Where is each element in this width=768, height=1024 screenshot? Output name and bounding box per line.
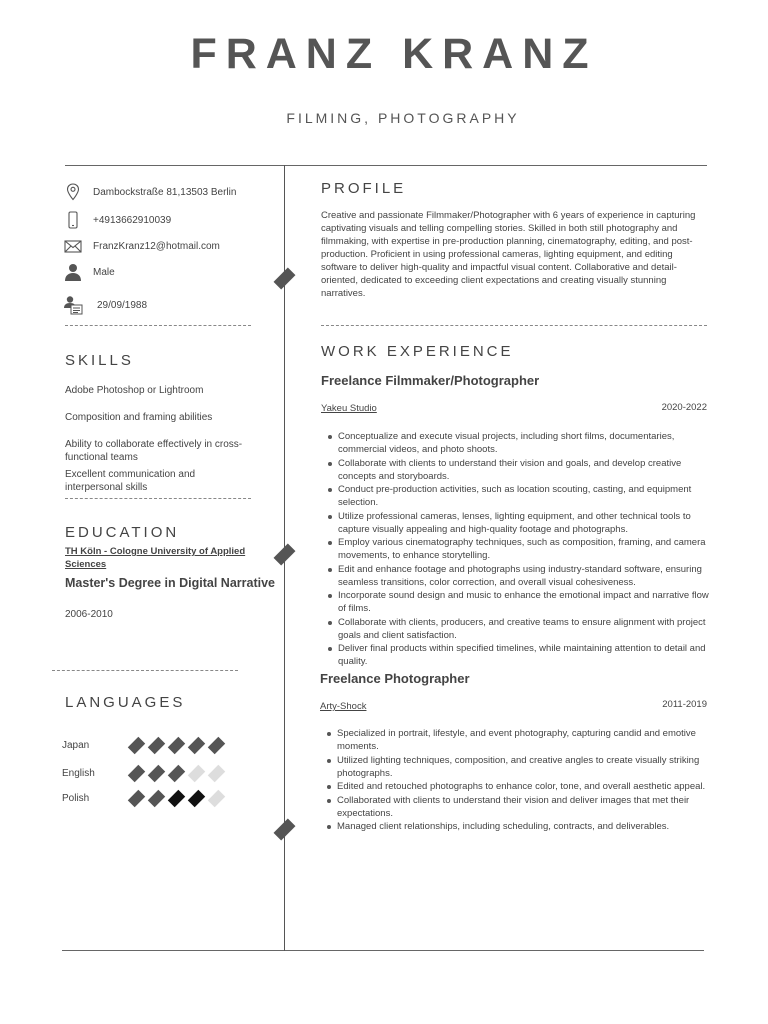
level-diamond [208,790,225,807]
education-years: 2006-2010 [65,609,113,620]
level-diamond [148,765,165,782]
education-heading: EDUCATION [65,524,180,541]
job-years: 2020-2022 [661,402,707,413]
employer-name: Yakeu Studio [321,403,377,414]
resume-name: FRANZ KRANZ [190,30,598,78]
contact-birthdate [62,295,147,315]
duty-item: Collaborate with clients to understand their vision and goals, and develop creative concepts and storyboards. [322,457,712,483]
language-level [130,764,230,780]
job-title: Freelance Photographer [320,671,470,686]
email-text: FranzKranz12@hotmail.com [93,240,220,252]
phone-text: +4913662910039 [93,214,172,226]
duty-item: Specialized in portrait, lifestyle, and event photography, capturing candid and emotive moments. [321,727,711,753]
degree-title: Master's Degree in Digital Narrative [65,576,275,590]
level-diamond [208,737,225,754]
duty-item: Edited and retouched photographs to enhance color, tone, and overall aesthetic appeal. [321,780,711,793]
duty-item: Managed client relationships, including scheduling, contracts, and deliverables. [321,820,711,833]
language-level [130,736,230,752]
level-diamond [128,765,145,782]
duty-item: Collaborated with clients to understand their vision and deliver images that met their expectations. [321,794,711,820]
level-diamond [188,790,205,807]
section-divider [52,670,238,671]
language-name: Japan [62,740,90,751]
bottom-rule [62,950,704,951]
section-divider [65,498,251,499]
job-duties [322,430,712,669]
mail-icon [62,236,84,256]
profile-summary: Creative and passionate Filmmaker/Photographer with 6 years of experience in capturing captivating visuals and telling compelling stories. Skilled in both still photography and filmmaking, with expertise in pre-production planning, cinematography, editing, and post-production. Proficient in using professional cameras, lighting equipment, and editing software to deliver high-quality and impactful visual content. Collaborative and detail-oriented, dedicated to exceeding client expectations and creating visually stunning narratives. [321,210,696,299]
level-diamond [128,737,145,754]
level-diamond [168,765,185,782]
school-name: TH Köln - Cologne University of Applied Sciences [65,546,246,570]
duty-item: Incorporate sound design and music to enhance the emotional impact and narrative flow of films. [322,589,712,615]
duty-item: Utilize professional cameras, lenses, lighting equipment, and other technical tools to capture visually appealing and high-quality footage and photographs. [322,510,712,536]
job-duties [321,727,711,834]
level-diamond [168,737,185,754]
level-diamond [128,790,145,807]
level-diamond [208,765,225,782]
level-diamond [168,790,185,807]
employer-name: Arty-Shock [320,701,367,712]
job-years: 2011-2019 [662,699,707,710]
section-divider [65,325,251,326]
contact-email [62,236,220,256]
contact-gender [62,262,115,282]
skill-item: Ability to collaborate effectively in cross-functional teams [65,439,243,463]
level-diamond [188,737,205,754]
work-heading: WORK EXPERIENCE [321,343,514,360]
resume-tagline: FILMING, PHOTOGRAPHY [286,110,520,126]
language-name: English [62,768,95,779]
duty-item: Deliver final products within specified timelines, while maintaining attention to detail and quality. [322,642,712,668]
duty-item: Edit and enhance footage and photographs using industry-standard software, ensuring seamless transitions, color correction, and overall visual cohesiveness. [322,563,712,589]
contact-phone [62,210,171,230]
duty-item: Collaborate with clients, producers, and creative teams to ensure alignment with project goals and client satisfaction. [322,616,712,642]
skills-heading: SKILLS [65,352,134,369]
language-name: Polish [62,793,90,804]
contact-address [62,182,236,202]
level-diamond [148,790,165,807]
duty-item: Utilized lighting techniques, composition, and creative angles to create visually striking photographs. [321,754,711,780]
phone-icon [62,210,84,230]
level-diamond [148,737,165,754]
gender-text: Male [93,266,115,278]
address-text: Dambockstraße 81,13503 Berlin [93,186,237,198]
skill-item: Excellent communication and interpersonal skills [65,469,196,493]
languages-heading: LANGUAGES [65,694,186,711]
duty-item: Conceptualize and execute visual projects, including short films, documentaries, commercial videos, and photo shoots. [322,430,712,456]
id-card-icon [62,295,84,315]
duty-item: Employ various cinematography techniques, such as composition, framing, and camera movements, to enhance storytelling. [322,536,712,562]
level-diamond [188,765,205,782]
section-divider [321,325,707,326]
skill-item: Composition and framing abilities [65,412,213,423]
person-icon [62,262,84,282]
duty-item: Conduct pre-production activities, such as location scouting, casting, and equipment selection. [322,483,712,509]
location-pin-icon [62,182,84,202]
top-rule [65,165,707,166]
birthdate-text: 29/09/1988 [97,299,148,311]
language-level [130,789,230,805]
profile-heading: PROFILE [321,180,407,197]
skill-item: Adobe Photoshop or Lightroom [65,385,204,396]
job-title: Freelance Filmmaker/Photographer [321,373,540,388]
